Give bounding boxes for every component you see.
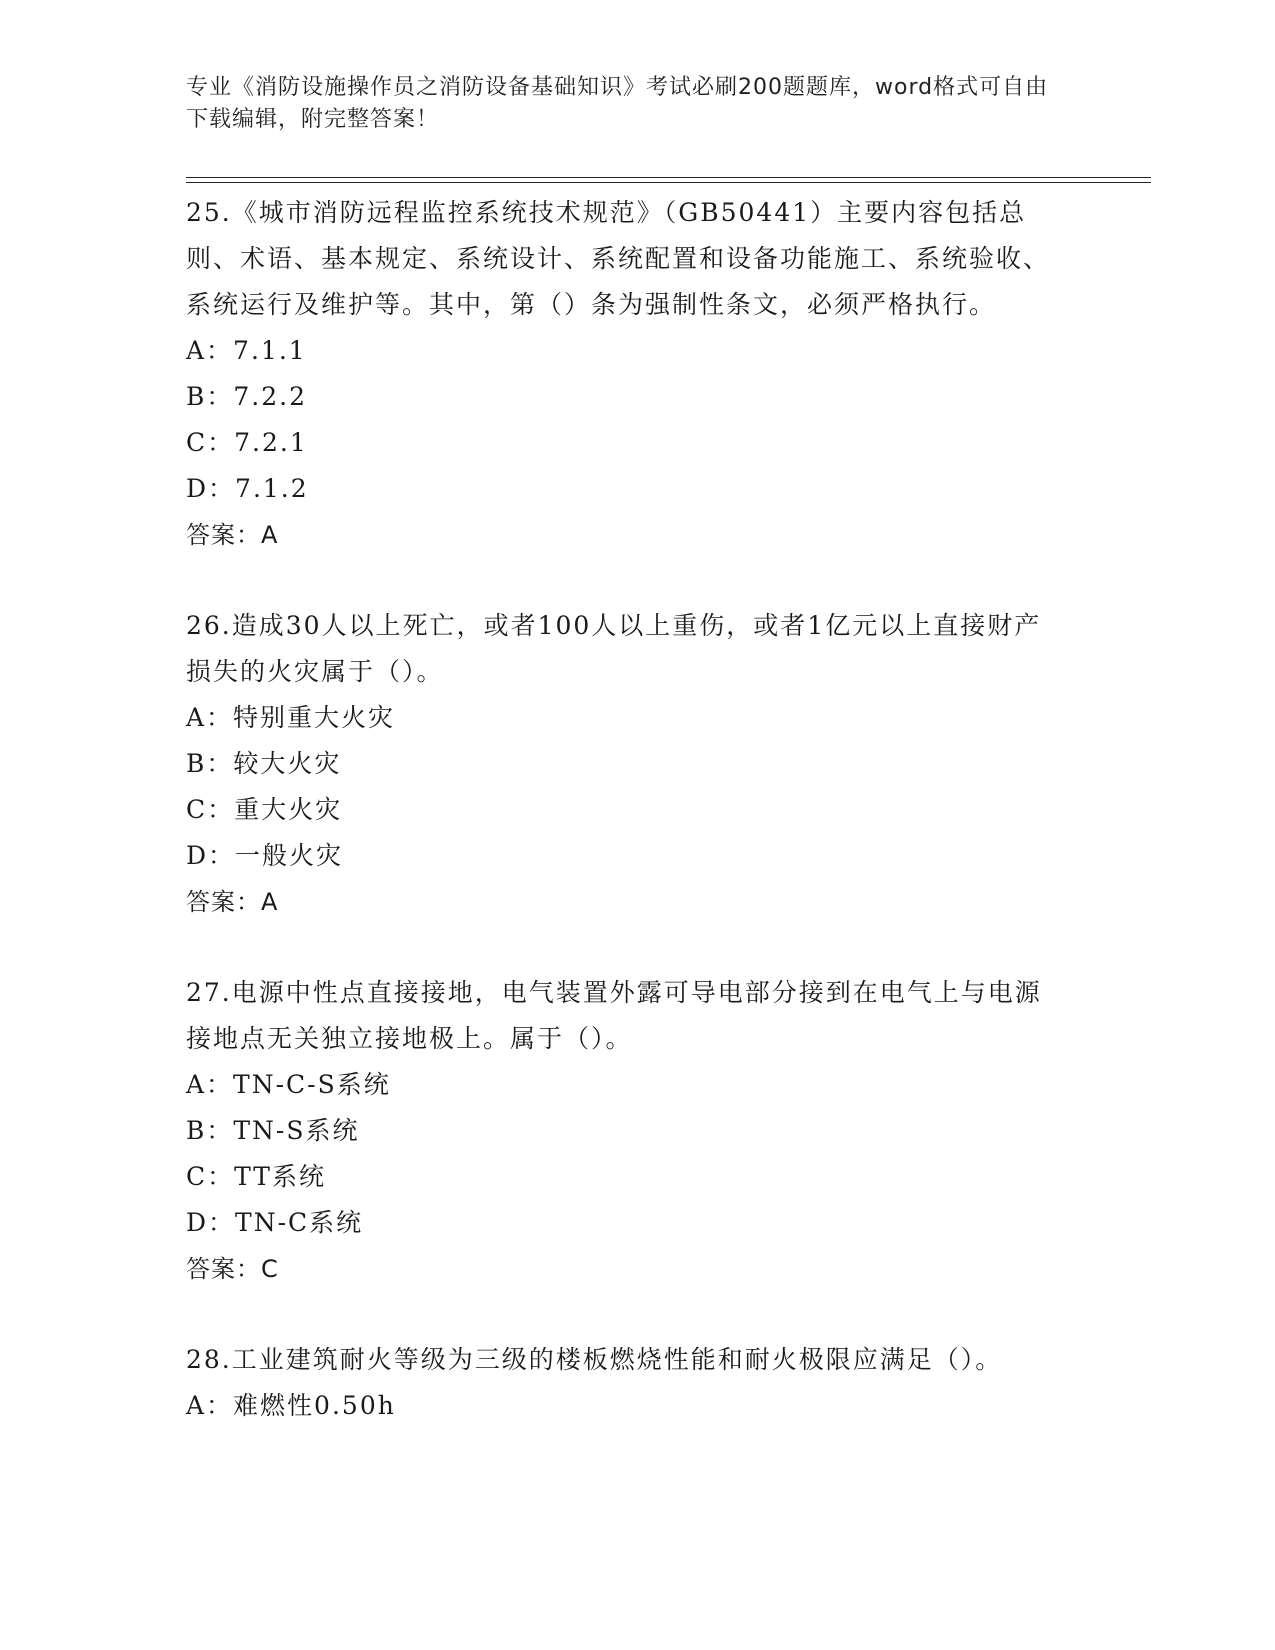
question-stem: 26.造成30人以上死亡，或者100人以上重伤，或者1亿元以上直接财产损失的火灾属于（）。 xyxy=(186,611,1042,686)
option-d: D：一般火灾 xyxy=(186,841,344,870)
answer-line: 答案：C xyxy=(186,1255,279,1283)
option-a: A：难燃性0.50h xyxy=(186,1391,396,1420)
option-c: C：7.2.1 xyxy=(186,428,308,457)
answer-line: 答案：A xyxy=(186,888,279,916)
option-a: A：7.1.1 xyxy=(186,336,307,365)
question-stem: 25.《城市消防远程监控系统技术规范》（GB50441）主要内容包括总则、术语、基本规定、系统设计、系统配置和设备功能施工、系统验收、系统运行及维护等。其中，第（）条为强制性条文，必须严格执行。 xyxy=(186,198,1051,319)
question-list xyxy=(186,190,1066,1474)
question-28 xyxy=(186,1337,1066,1429)
option-d: D：TN-C系统 xyxy=(186,1208,364,1237)
question-stem: 27.电源中性点直接接地，电气装置外露可导电部分接到在电气上与电源接地点无关独立接地极上。属于（）。 xyxy=(186,978,1042,1053)
option-c: C：重大火灾 xyxy=(186,795,343,824)
document-header: 专业《消防设施操作员之消防设备基础知识》考试必刷200题题库，word格式可自由下载编辑，附完整答案！ xyxy=(186,75,1049,132)
question-26 xyxy=(186,603,1066,925)
option-d: D：7.1.2 xyxy=(186,474,309,503)
question-stem: 28.工业建筑耐火等级为三级的楼板燃烧性能和耐火极限应满足（）。 xyxy=(186,1345,1003,1374)
question-25 xyxy=(186,190,1066,558)
header-divider-bottom xyxy=(186,182,1151,183)
option-b: B：TN-S系统 xyxy=(186,1116,360,1145)
question-27 xyxy=(186,970,1066,1292)
header-divider-top xyxy=(186,177,1151,178)
option-c: C：TT系统 xyxy=(186,1162,326,1191)
option-b: B：较大火灾 xyxy=(186,749,342,778)
answer-line: 答案：A xyxy=(186,521,279,549)
option-a: A：TN-C-S系统 xyxy=(186,1070,391,1099)
option-a: A：特别重大火灾 xyxy=(186,703,396,732)
option-b: B：7.2.2 xyxy=(186,382,307,411)
